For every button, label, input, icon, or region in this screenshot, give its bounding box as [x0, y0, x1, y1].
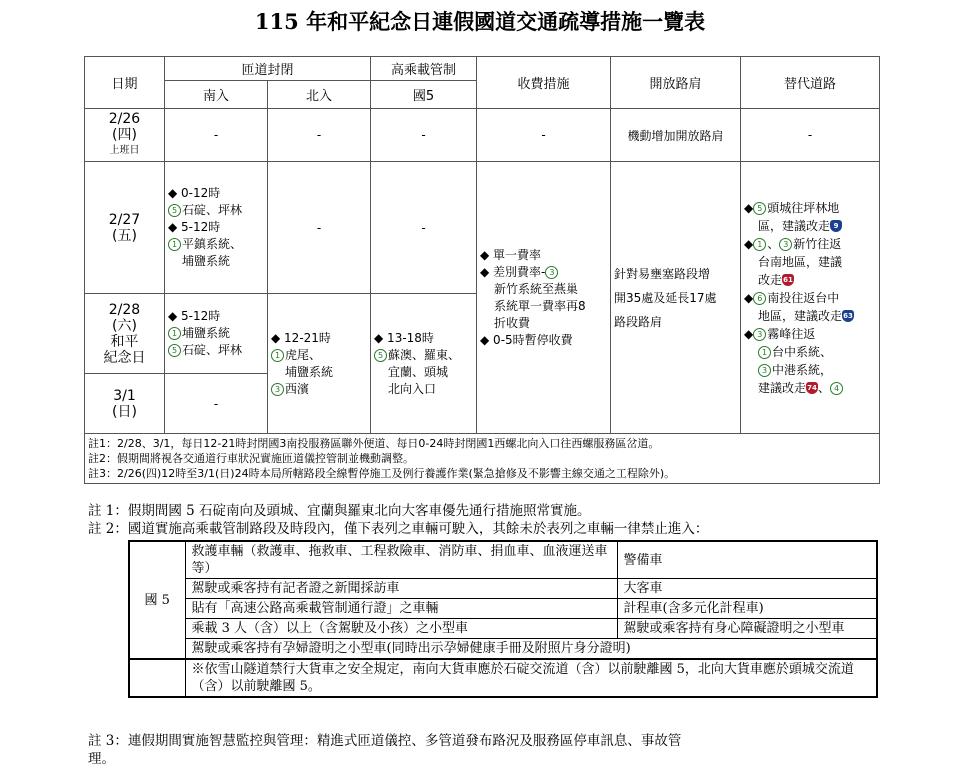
- highway-3-icon: 3: [758, 364, 771, 377]
- highway-1-icon: 1: [168, 327, 181, 340]
- highway-3-icon: 3: [753, 328, 766, 341]
- table-note-2: 註2：假期間將視各交通道行車狀況實施匝道儀控管制並機動調整。: [88, 452, 414, 465]
- south-closure-cell: ◆ 0-12時 5 石碇、坪林 ◆ 5-12時 1 平鎮系統、 埔鹽系統: [165, 162, 268, 294]
- header-alternative: 替代道路: [741, 57, 880, 109]
- table-note-3: 註3：2/26(四)12時至3/1(日)24時本局所轄路段全線暫停施工及例行養護作業(緊急搶修及不影響主線交通之工程除外)。: [88, 467, 676, 480]
- header-shoulder: 開放路肩: [611, 57, 741, 109]
- date-cell: 2/27 (五): [85, 162, 165, 294]
- table-row: 3/1 (日) -: [85, 374, 880, 434]
- header-date: 日期: [85, 57, 165, 109]
- table-notes: [85, 434, 880, 484]
- header-ramp-closure: 匝道封閉: [165, 57, 371, 81]
- table-row: 2/27 (五) ◆ 0-12時 5 石碇、坪林 ◆ 5-12時 1 平鎮系統、 埔鹽系統 - - ◆ 單一費率 ◆ 差別費率- 3 新竹系統至燕巢 系統單一費率再8 折收費 ◆ 0-5時暫停收費 針對易壅塞路段增 開35處及延長17處 路段路肩 ◆ 5 頭城往坪林地 區，建議改走 9 ◆ 1 、 3 新竹往返 台南地區，建議 改走61 ◆ 6 南投往返台中 地區，建議改走63 ◆ 3 霧峰往返 1 台中系統、 3 中港系統， 建議改走74、 4: [85, 162, 880, 294]
- footnote-3: 註 3：連假期間實施智慧監控與管理：精進式匝道儀控、多管道發布路況及服務區停車訊息、事故管 理。: [88, 733, 682, 767]
- highway-1-icon: 1: [271, 349, 284, 362]
- highway-5-icon: 5: [374, 349, 387, 362]
- highway-6-icon: 6: [753, 292, 766, 305]
- highway-3-icon: 3: [545, 266, 558, 279]
- highway-1-icon: 1: [753, 238, 766, 251]
- date-cell: 2/26 (四) 上班日: [85, 109, 165, 162]
- header-hov: 高乘載管制: [371, 57, 477, 81]
- highway-5-icon: 5: [168, 204, 181, 217]
- highway-3-icon: 3: [779, 238, 792, 251]
- header-toll: 收費措施: [477, 57, 611, 109]
- expressway-74-icon: 74: [807, 384, 817, 392]
- highway-4-icon: 4: [830, 382, 843, 395]
- south-closure-cell: ◆ 5-12時 1 埔鹽系統 5 石碇、坪林: [165, 294, 268, 374]
- table-row: 2/26 (四) 上班日 - - - - 機動增加開放路肩 -: [85, 109, 880, 162]
- date-cell: 2/28 (六) 和平 紀念日: [85, 294, 165, 374]
- header-n5: 國5: [371, 81, 477, 109]
- footnote-2: 註 2：國道實施高乘載管制路段及時段內，僅下表列之車輛可駛入，其餘未於表列之車輛一律禁止進入：: [88, 521, 709, 537]
- provincial-road-9-icon: 9: [830, 220, 842, 232]
- vehicle-table: 國 5 救護車輛（救護車、拖救車、工程救險車、消防車、捐血車、血液運送車等） 警備車 駕駛或乘客持有記者證之新聞採訪車 大客車 貼有「高速公路高乘載管制通行證」之車輛 計程車(含多元化計程車) 乘載 3 人（含）以上（含駕駛及小孩）之小型車 駕駛或乘客持有身心障礙證明之小型車 駕駛或乘客持有孕婦證明之小型車(同時出示孕婦健康手冊及附照片身分證明) ※依雪山隧道禁行大貨車之安全規定，南向大貨車應於石碇交流道（含）以前駛離國 5，北向大貨車應於頭城交流道（含）以前駛離國 5。: [128, 540, 878, 698]
- highway-3-icon: 3: [271, 383, 284, 396]
- expressway-61-icon: 61: [783, 276, 793, 284]
- alternative-route-cell: ◆ 5 頭城往坪林地 區，建議改走 9 ◆ 1 、 3 新竹往返 台南地區，建議 改走61 ◆ 6 南投往返台中 地區，建議改走63 ◆ 3 霧峰往返 1 台中系統、 3 中港系統， 建議改走74、 4: [741, 162, 880, 434]
- highway-1-icon: 1: [758, 346, 771, 359]
- north-closure-cell: ◆ 12-21時 1 虎尾、 埔鹽系統 3 西濱: [268, 294, 371, 434]
- date-cell: 3/1 (日): [85, 374, 165, 434]
- provincial-road-63-icon: 63: [843, 312, 853, 320]
- measures-table: [84, 56, 880, 484]
- shoulder-cell: 針對易壅塞路段增 開35處及延長17處 路段路肩: [611, 162, 741, 434]
- page-title: 115 年和平紀念日連假國道交通疏導措施一覽表: [254, 9, 706, 34]
- table-note-1: 註1：2/28、3/1，每日12-21時封閉國3南投服務區聯外便道、每日0-24時封閉國1西螺北向入口往西螺服務區岔道。: [88, 437, 660, 450]
- header-north: 北入: [268, 81, 371, 109]
- toll-cell: ◆ 單一費率 ◆ 差別費率- 3 新竹系統至燕巢 系統單一費率再8 折收費 ◆ 0-5時暫停收費: [477, 162, 611, 434]
- highway-1-icon: 1: [168, 238, 181, 251]
- vehicle-table-label: 國 5: [129, 541, 185, 659]
- header-south: 南入: [165, 81, 268, 109]
- highway-5-icon: 5: [168, 344, 181, 357]
- highway-5-icon: 5: [753, 202, 766, 215]
- n5-hov-cell: ◆ 13-18時 5 蘇澳、羅東、 宜蘭、頭城 北向入口: [371, 294, 477, 434]
- footnote-1: 註 1：假期間國 5 石碇南向及頭城、宜蘭與羅東北向大客車優先通行措施照常實施。: [88, 503, 591, 519]
